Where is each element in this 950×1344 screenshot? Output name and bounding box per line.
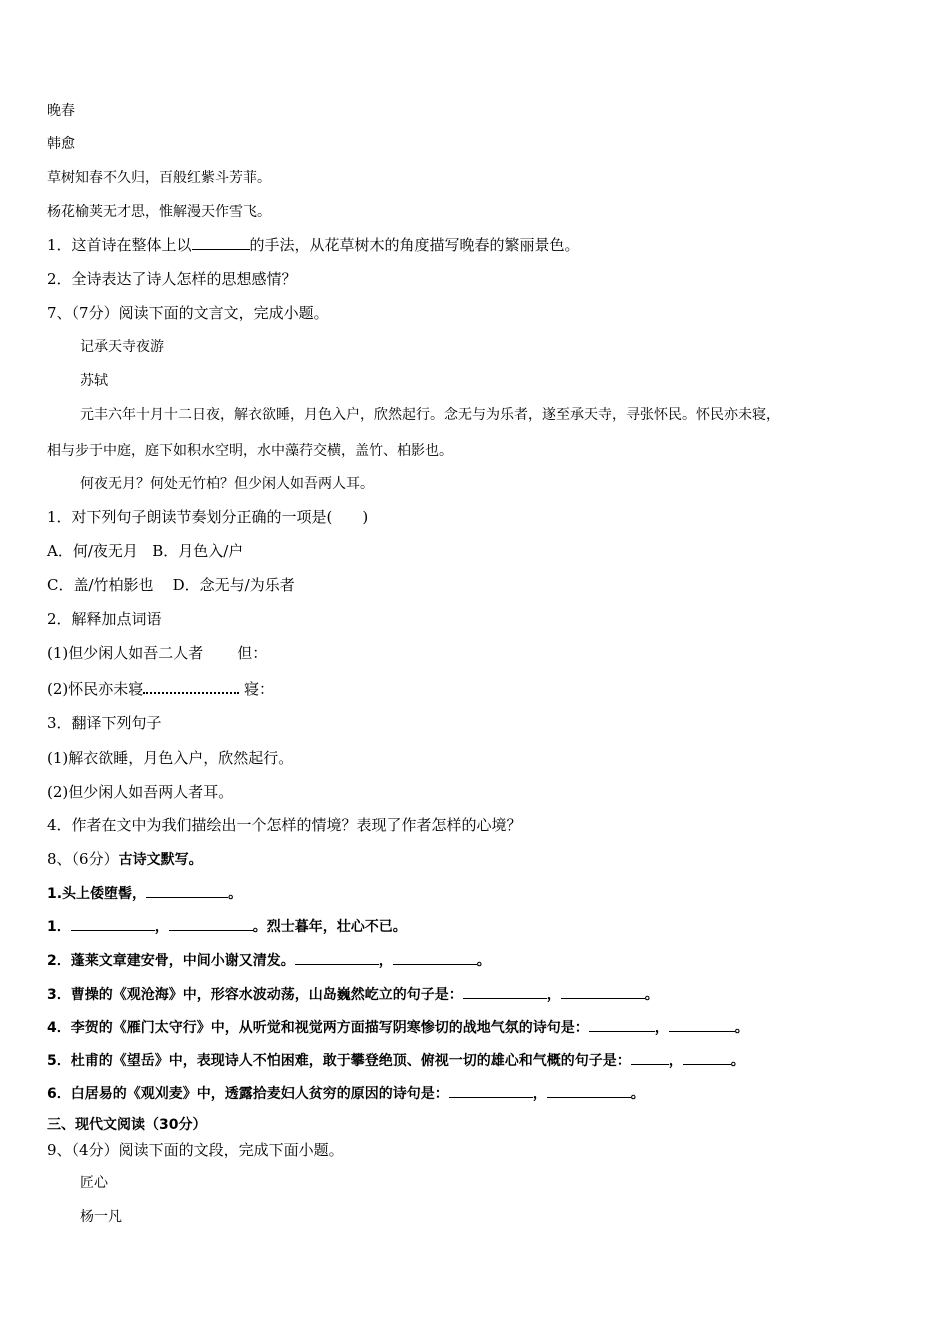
recitation-line-2 <box>47 950 491 971</box>
recitation-line-0 <box>47 883 242 904</box>
passage-author: 杨一凡 <box>80 1209 122 1225</box>
line-text: 5．杜甫的《望岳》中，表现诗人不怕困难，敢于攀登绝顶、俯视一切的雄心和气概的句子是： <box>47 1053 631 1069</box>
question-text: 1．这首诗在整体上以 <box>47 236 192 254</box>
line-text: 。 <box>228 886 243 902</box>
line-text: ， <box>532 1086 547 1102</box>
passage-paragraph-1b: 相与步于中庭，庭下如积水空明，水中藻荇交横，盖竹、柏影也。 <box>47 443 453 459</box>
sentence-text: (2)怀民亦未寝 <box>47 680 144 698</box>
answer-blank[interactable] <box>169 916 253 931</box>
question-9-header: 9、（4分）阅读下面的文段，完成下面小题。 <box>47 1141 344 1159</box>
recitation-line-1 <box>47 916 407 937</box>
question-7-header: 7、（7分）阅读下面的文言文，完成小题。 <box>47 304 329 322</box>
answer-blank[interactable] <box>547 1083 631 1098</box>
line-text: 1.头上倭堕髻， <box>47 886 147 902</box>
line-text: ， <box>378 953 393 969</box>
question-title: 古诗文默写。 <box>118 852 203 868</box>
line-text: 6．白居易的《观刈麦》中，透露拾麦妇人贫穷的原因的诗句是： <box>47 1086 449 1102</box>
line-text: ， <box>668 1053 683 1069</box>
line-text: ， <box>546 987 561 1003</box>
question-text: 的手法，从花草树木的角度描写晚春的繁丽景色。 <box>249 236 580 254</box>
option-b[interactable]: B．月色入/户 <box>152 542 244 560</box>
poem-author: 韩愈 <box>47 136 75 152</box>
answer-blank[interactable] <box>561 984 645 999</box>
q7-options-cd <box>47 575 295 595</box>
answer-blank[interactable] <box>631 1050 669 1065</box>
passage-author: 苏轼 <box>80 373 108 389</box>
line-text: ， <box>154 919 169 935</box>
line-text: 3．曹操的《观沧海》中，形容水波动荡，山岛巍然屹立的句子是： <box>47 987 463 1003</box>
line-text: 。 <box>734 1020 749 1036</box>
poem-question-1 <box>47 235 580 255</box>
answer-blank[interactable] <box>192 235 250 250</box>
q7-subquestion-3-1: (1)解衣欲睡，月色入户，欣然起行。 <box>47 749 294 767</box>
question-8-header <box>47 849 203 870</box>
recitation-line-3 <box>47 984 659 1005</box>
recitation-line-6 <box>47 1083 645 1104</box>
q7-subquestion-4: 4．作者在文中为我们描绘出一个怎样的情境？表现了作者怎样的心境？ <box>47 816 522 834</box>
answer-blank[interactable] <box>589 1017 655 1032</box>
answer-blank[interactable] <box>449 1083 533 1098</box>
passage-paragraph-2: 何夜无月？何处无竹柏？但少闲人如吾两人耳。 <box>80 476 374 492</box>
option-d[interactable]: D．念无与/为乐者 <box>172 576 295 594</box>
poem-line-1: 草树知春不久归，百般红紫斗芳菲。 <box>47 170 271 186</box>
question-number: 8、（6分） <box>47 850 119 868</box>
emphasis-dots <box>143 678 239 694</box>
line-text: 。 <box>630 1086 645 1102</box>
answer-blank[interactable] <box>146 883 228 898</box>
word-label: 寝： <box>244 680 275 698</box>
q7-subquestion-3: 3．翻译下列句子 <box>47 714 162 732</box>
line-text: ， <box>654 1020 669 1036</box>
passage-title: 匠心 <box>80 1175 108 1191</box>
answer-blank[interactable] <box>463 984 547 999</box>
line-text: 2．蓬莱文章建安骨，中间小谢又清发。 <box>47 953 295 969</box>
q7-options-ab <box>47 541 243 561</box>
line-text: 1． <box>47 919 71 935</box>
line-text: 。烈士暮年，壮心不已。 <box>252 919 407 935</box>
line-text: 。 <box>476 953 491 969</box>
word-label: 但： <box>237 644 268 662</box>
line-text: 4．李贺的《雁门太守行》中，从听觉和视觉两方面描写阴寒惨切的战地气氛的诗句是： <box>47 1020 589 1036</box>
answer-blank[interactable] <box>683 1050 731 1065</box>
answer-blank[interactable] <box>71 916 155 931</box>
q7-subquestion-3-2: (2)但少闲人如吾两人者耳。 <box>47 783 234 801</box>
q7-subquestion-2: 2．解释加点词语 <box>47 610 162 628</box>
section-3-header: 三、现代文阅读（30分） <box>47 1117 207 1133</box>
answer-blank[interactable] <box>393 950 477 965</box>
line-text: 。 <box>730 1053 745 1069</box>
poem-line-2: 杨花榆荚无才思，惟解漫天作雪飞。 <box>47 204 271 220</box>
passage-title: 记承天寺夜游 <box>80 339 164 355</box>
line-text: 。 <box>644 987 659 1003</box>
sentence-text: (1)但少闲人如吾二人者 <box>47 644 204 662</box>
poem-question-2: 2．全诗表达了诗人怎样的思想感情？ <box>47 270 297 288</box>
passage-paragraph-1a: 元丰六年十月十二日夜，解衣欲睡，月色入户，欣然起行。念无与为乐者，遂至承天寺，寻张怀民。怀民亦未寝， <box>80 407 780 423</box>
poem-title: 晚春 <box>47 103 75 119</box>
recitation-line-4 <box>47 1017 749 1038</box>
q7-subquestion-2-1 <box>47 643 267 663</box>
answer-blank[interactable] <box>295 950 379 965</box>
q7-subquestion-2-2 <box>47 678 274 699</box>
option-a[interactable]: A．何/夜无月 <box>47 542 138 560</box>
answer-blank[interactable] <box>669 1017 735 1032</box>
option-c[interactable]: C．盖/竹柏影也 <box>47 576 154 594</box>
recitation-line-5 <box>47 1050 745 1071</box>
q7-subquestion-1: 1．对下列句子朗读节奏划分正确的一项是( ) <box>47 508 369 526</box>
